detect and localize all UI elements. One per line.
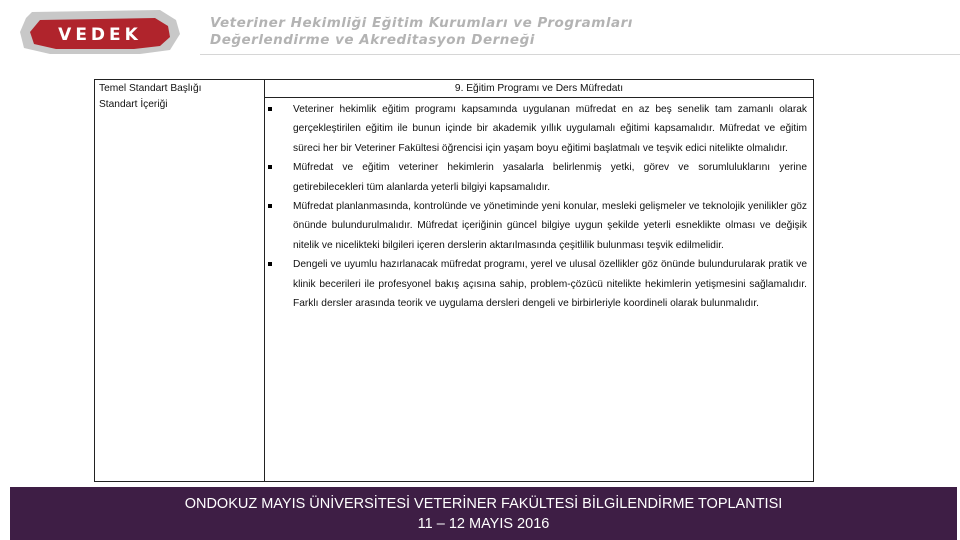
organization-name [210,15,633,49]
logo-text: VEDEK [58,25,142,45]
row-labels-cell [95,80,265,482]
list-item [265,100,807,158]
bullet-icon [268,204,272,208]
label-standard-heading: Temel Standart Başlığı [99,83,202,94]
list-item [265,255,807,313]
bullet-icon [268,262,272,266]
table-row [95,80,814,98]
standard-title: 9. Eğitim Programı ve Ders Müfredatı [265,80,814,98]
footer-event-date: 11 – 12 MAYIS 2016 [417,516,550,532]
list-item [265,158,807,197]
standard-items-list [265,100,807,313]
org-name-line1: Veteriner Hekimliği Eğitim Kurumları ve Programları [210,15,633,31]
list-item-text: Müfredat planlanmasında, kontrolünde ve yönetiminde yeni konular, mesleki gelişmeler ve teknolojik yenilikler göz önünde bulundurulmalıdır. Müfredat içeriğinin güncel bilgiye uygun şekilde yeterli esneklikte olması ve değişik nitelik ve nicelikteki bilgileri içeren derslerin aktarılmasında çeşitlilik bulunması teşvik edilmelidir. [293,201,807,251]
header-banner [0,0,960,70]
org-name-line2: Değerlendirme ve Akreditasyon Derneği [210,32,535,48]
standard-table [94,79,814,482]
footer-banner [10,487,957,540]
label-standard-content: Standart İçeriği [99,99,168,110]
list-item-text: Müfredat ve eğitim veteriner hekimlerin yasalarla belirlenmiş yetki, görev ve sorumluluklarını yerine getirebilecekleri tüm alanlarda yeterli bilgiyi kapsamalıdır. [293,162,807,193]
standard-content-cell [265,98,814,482]
list-item-text: Veteriner hekimlik eğitim programı kapsamında uygulanan müfredat en az beş senelik tam zamanlı olarak gerçekleştirilen eğitim ile bunun içinde bir akademik yıllık uygulamalı eğitimi kapsamalıdır. Müfredat ve eğitim süreci her bir Veteriner Fakültesi öğrencisi için yaşam boyu eğitimi başlatmalı ve teşvik edici nitelikte olmalıdır. [293,104,807,154]
vedek-logo [20,10,180,54]
bullet-icon [268,107,272,111]
footer-event-title: ONDOKUZ MAYIS ÜNİVERSİTESİ VETERİNER FAKÜLTESİ BİLGİLENDİRME TOPLANTISI [184,496,783,512]
list-item [265,197,807,255]
bullet-icon [268,165,272,169]
header-divider [200,54,960,55]
list-item-text: Dengeli ve uyumlu hazırlanacak müfredat programı, yerel ve ulusal özellikler göz önünde bulundurularak pratik ve klinik becerileri ile profesyonel bakış açısına sahip, problem-çözücü nitelikte hekimlerin yetişmesini sağlamalıdır. Farklı dersler arasında teorik ve uygulama dersleri dengeli ve birbirleriyle koordineli olarak bulunmalıdır. [293,259,807,310]
